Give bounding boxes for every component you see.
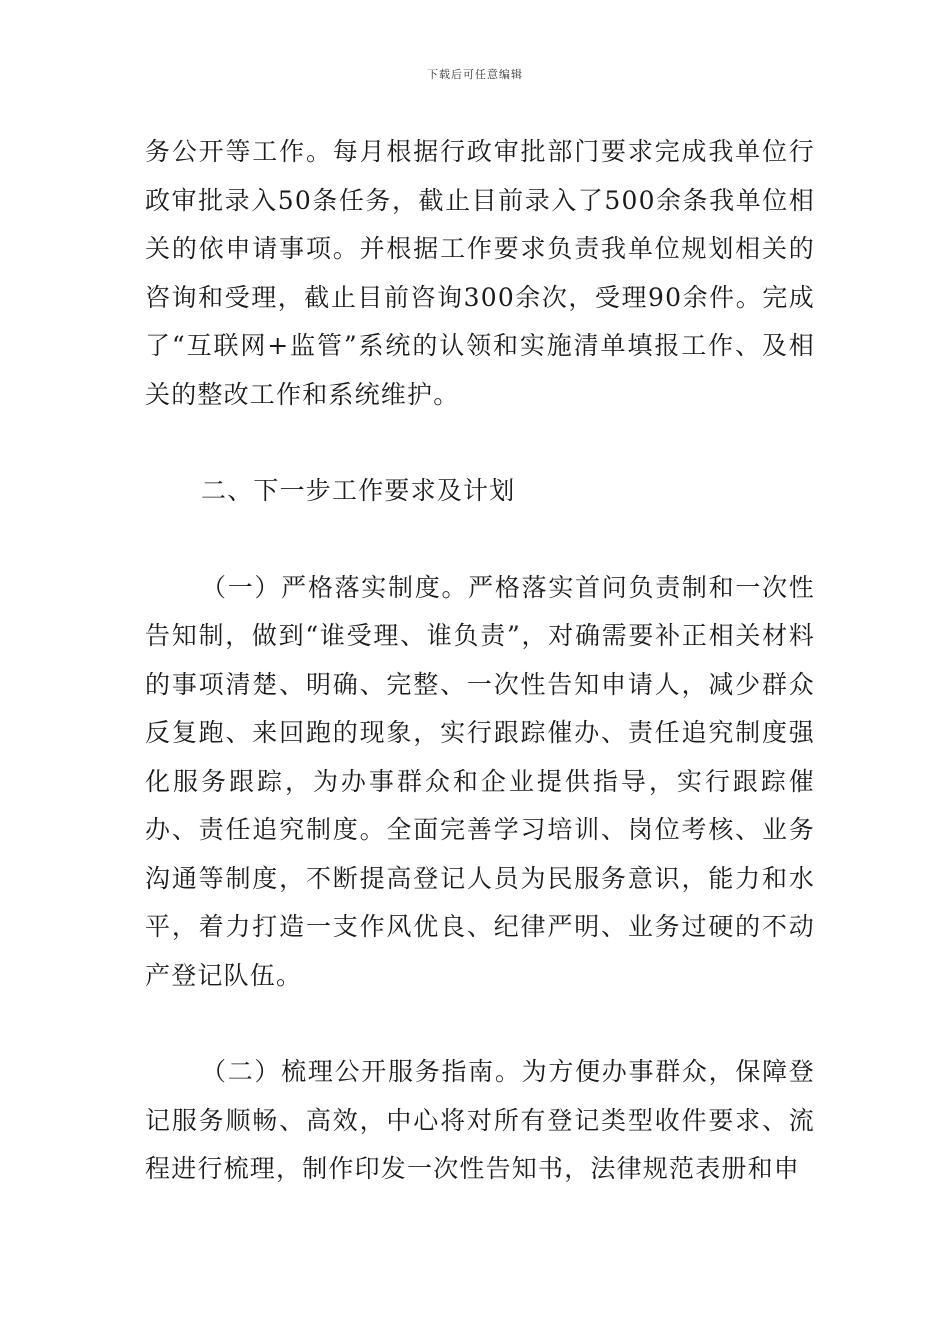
document-body	[145, 128, 815, 1194]
paragraph-spacer	[145, 516, 815, 564]
section-heading: 二、下一步工作要求及计划	[201, 476, 516, 505]
paragraph-strict-system: （一）严格落实制度。严格落实首问负责制和一次性告知制，做到“谁受理、谁负责”，对确需要补正相关材料的事项清楚、明确、完整、一次性告知申请人，减少群众反复跑、来回跑的现象，实行跟踪催办、责任追究制度强化服务跟踪，为办事群众和企业提供指导，实行跟踪催办、责任追究制度。全面完善学习培训、岗位考核、业务沟通等制度，不断提高登记人员为民服务意识，能力和水平，着力打造一支作风优良、纪律严明、业务过硬的不动产登记队伍。	[145, 572, 815, 990]
paragraph-spacer	[145, 1000, 815, 1048]
paragraph-continuation: 务公开等工作。每月根据行政审批部门要求完成我单位行政审批录入50条任务，截止目前录入了500余条我单位相关的依申请事项。并根据工作要求负责我单位规划相关的咨询和受理，截止目前咨询300余次，受理90余件。完成了“互联网+监管”系统的认领和实施清单填报工作、及相关的整改工作和系统维护。	[145, 137, 815, 409]
paragraph-spacer	[145, 419, 815, 467]
page-header-note: 下载后可任意编辑	[427, 68, 523, 81]
paragraph-service-guide: （二）梳理公开服务指南。为方便办事群众，保障登记服务顺畅、高效，中心将对所有登记类型收件要求、流程进行梳理，制作印发一次性告知书，法律规范表册和申	[145, 1057, 815, 1183]
